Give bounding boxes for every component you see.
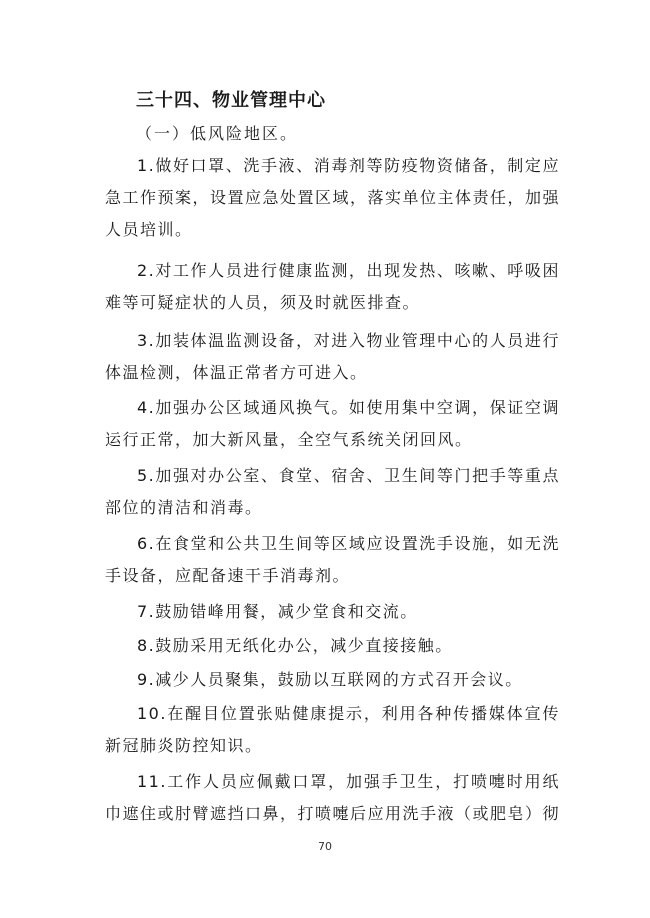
list-item: 9.减少人员聚集，鼓励以互联网的方式召开会议。 [137, 670, 523, 689]
list-item: 6.在食堂和公共卫生间等区域应设置洗手设施，如无洗手设备，应配备速干手消毒剂。 [105, 534, 560, 585]
list-item: 5.加强对办公室、食堂、宿舍、卫生间等门把手等重点部位的清洁和消毒。 [105, 466, 560, 517]
subsection-title: （一）低风险地区。 [136, 124, 299, 143]
list-item: 11.工作人员应佩戴口罩，加强手卫生，打喷嚏时用纸巾遮住或肘臂遮挡口鼻，打喷嚏后应用洗手液（或肥皂）彻 [105, 772, 561, 823]
page-number: 70 [318, 840, 332, 853]
list-item: 1.做好口罩、洗手液、消毒剂等防疫物资储备，制定应急工作预案，设置应急处置区域，落实单位主体责任，加强人员培训。 [105, 156, 561, 239]
list-item: 3.加装体温监测设备，对进入物业管理中心的人员进行体温检测，体温正常者方可进入。 [105, 331, 560, 382]
list-item: 8.鼓励采用无纸化办公，减少直接接触。 [137, 636, 453, 655]
list-item: 7.鼓励错峰用餐，减少堂食和交流。 [137, 602, 418, 621]
list-item: 10.在醒目位置张贴健康提示，利用各种传播媒体宣传新冠肺炎防控知识。 [105, 704, 560, 755]
list-item: 2.对工作人员进行健康监测，出现发热、咳嗽、呼吸困难等可疑症状的人员，须及时就医排查。 [105, 261, 560, 312]
section-title: 三十四、物业管理中心 [136, 90, 326, 111]
list-item: 4.加强办公区域通风换气。如使用集中空调，保证空调运行正常，加大新风量，全空气系统关闭回风。 [105, 398, 560, 449]
